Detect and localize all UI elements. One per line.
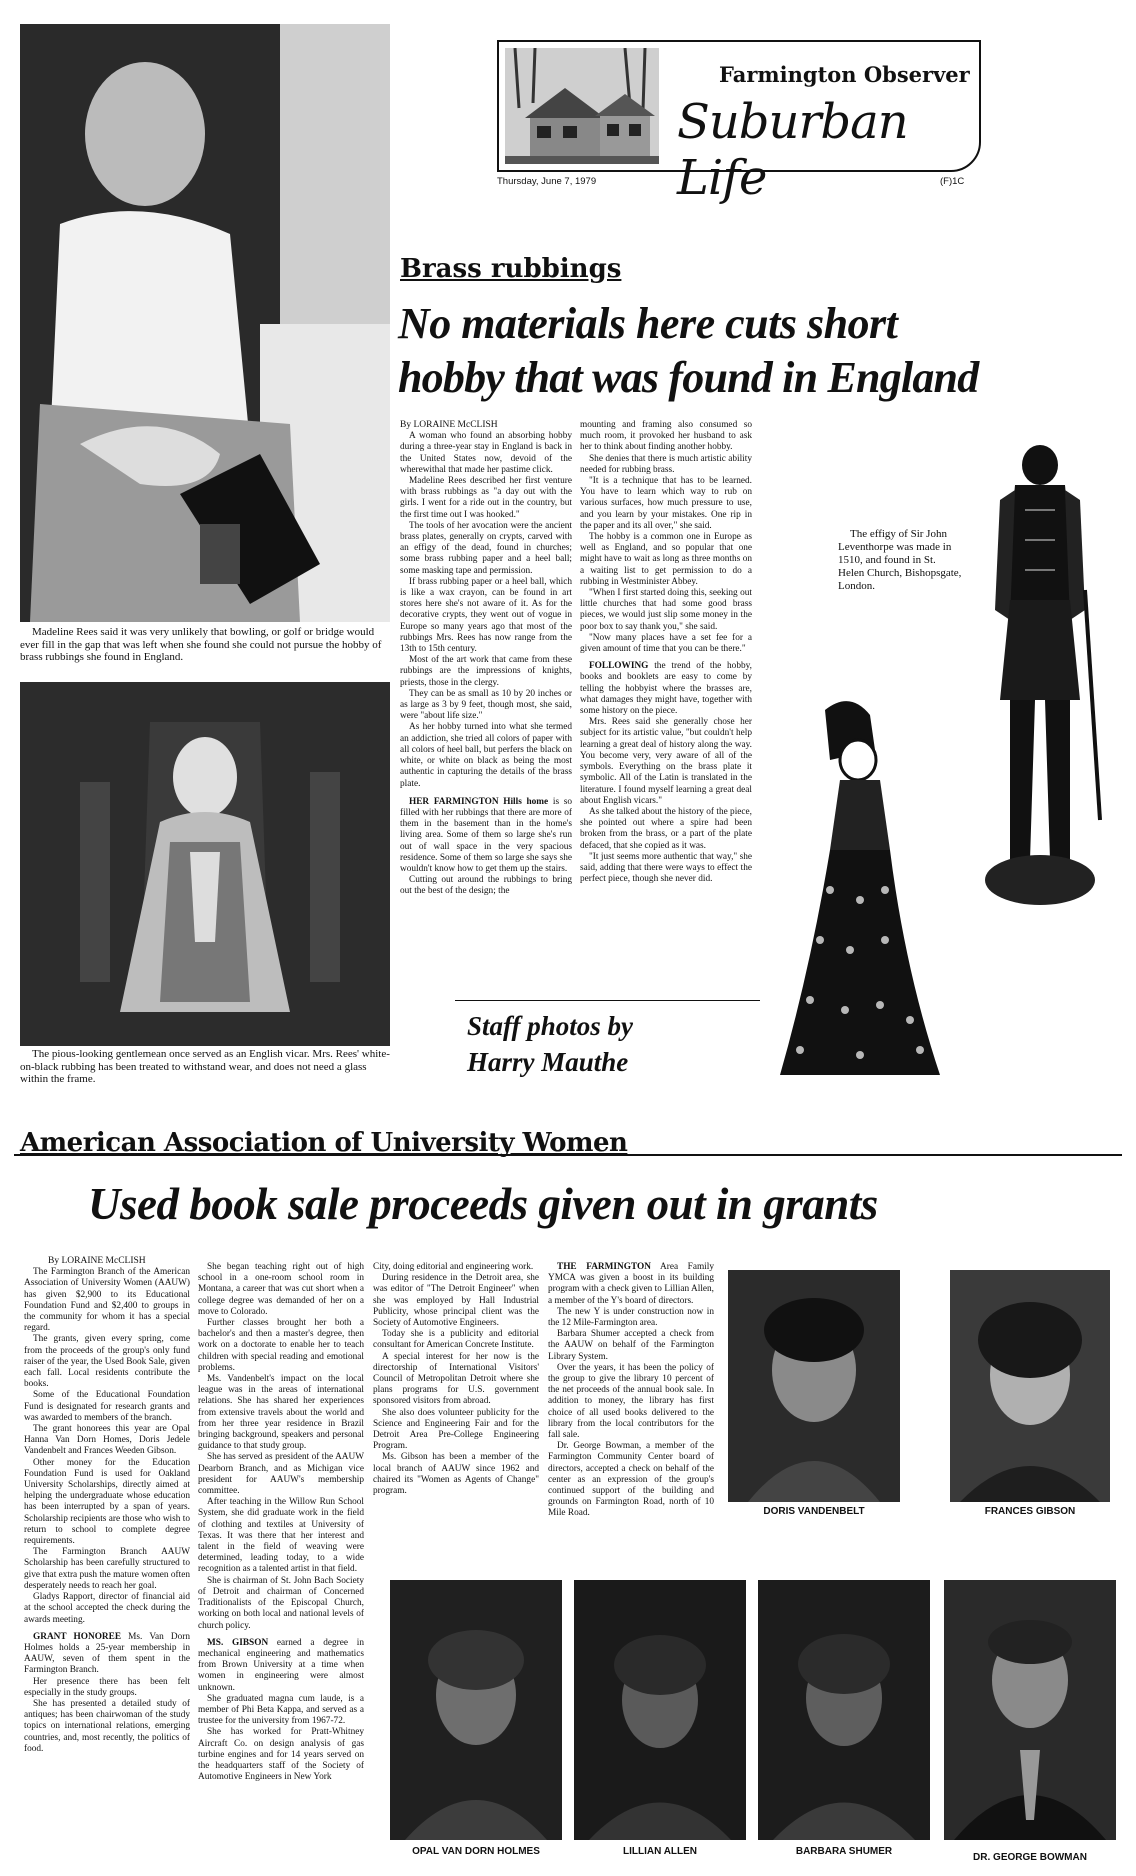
- story2-column-3: [373, 1262, 539, 1497]
- paragraph: "It is a technique that has to be learned. You have to learn which way to rub on various surfaces, how much pressure to use, and you learn by your mistakes. One rip in the paper and its all over," she said.: [580, 476, 752, 531]
- paragraph: She has presented a detailed study of antiques; has been chairwoman of the study topics on international relations, emerging countries, and, most recently, the politics of food.: [24, 1698, 190, 1754]
- story1-headline-line2: hobby that was found in England: [398, 353, 979, 402]
- paragraph-text: Ms. Van Dorn Holmes holds a 25-year membership in AAUW, seven of them spent in the Farmington Branch.: [24, 1631, 190, 1676]
- paragraph: A special interest for her now is the directorship of International Visitors' Council of Metropolitan Detroit where she plans programs for U.S. government sponsored visitors from abroad.: [373, 1351, 539, 1407]
- lead-in: HER FARMINGTON Hills home: [409, 796, 549, 807]
- paragraph-text: Area Family YMCA was given a boost in its building program with a check given to Lillian Allen, a member of the Y's board of directors.: [548, 1262, 714, 1306]
- paragraph: As she talked about the history of the piece, she pointed out where a spire had been broken from the brass, or a part of the plate defaced, that she copied as it was.: [580, 806, 752, 851]
- paragraph: "When I first started doing this, seeking out little churches that had some good brass pieces, we would just slip some money in the poor box to say thank you," she said.: [580, 588, 752, 632]
- masthead-page-number: (F)1C: [940, 176, 965, 187]
- masthead-date: Thursday, June 7, 1979: [497, 176, 597, 187]
- paragraph: She has served as president of the AAUW Dearborn Branch, and as Michigan vice president for AAUW's membership committee.: [198, 1452, 364, 1497]
- paragraph: She began teaching right out of high school in a one-room school room in Montana, a career that was cut short when a college degree was demanded of her on a move to Colorado.: [198, 1262, 364, 1317]
- paragraph: Madeline Rees described her first venture with brass rubbings as "a day out with the girls. I went for a ride out in the country, but the first time out I was hooked.": [400, 476, 572, 520]
- paragraph: They can be as small as 10 by 20 inches or as large as 3 by 9 feet, though most, she said, were "about life size.": [400, 688, 572, 722]
- paragraph: The grants, given every spring, come from the proceeds of the group's only fund raiser of the year, the Used Book Sale, given each fall. Local residents contribute the books.: [24, 1334, 190, 1390]
- paragraph: Ms. Gibson has been a member of the local branch of AAUW since 1962 and chaired its "Women as Agents of Change" program.: [373, 1452, 539, 1497]
- paragraph: [198, 1638, 364, 1694]
- lead-in: FOLLOWING: [589, 661, 649, 672]
- story2-column-1: [24, 1256, 190, 1755]
- paragraph: The Farmington Branch AAUW Scholarship has been carefully structured to give that extra push the mature women often desperately needs to reach her goal.: [24, 1547, 191, 1591]
- paragraph: Her presence there has been felt especially in the study groups.: [24, 1676, 190, 1698]
- paragraph: The new Y is under construction now in the 12 Mile-Farmington area.: [548, 1306, 714, 1329]
- paragraph: She has worked for Pratt-Whitney Aircraft Co. on design analysis of gas turbine engines and for 14 years served on the headquarters staff of the Society of Automotive Engineers in New York: [198, 1727, 364, 1783]
- story2-column-2: [198, 1262, 364, 1783]
- paragraph: She also does volunteer publicity for the Science and Engineering Fair and for the Detroit Area Pre-College Engineering Program.: [373, 1407, 539, 1452]
- credit-line-2: Harry Mauthe: [467, 1047, 629, 1077]
- paragraph: City, doing editorial and engineering work.: [373, 1262, 534, 1272]
- photo-vicar-rubbing: [20, 682, 390, 1046]
- credit-line-1: Staff photos by: [467, 1011, 634, 1041]
- paragraph: The Farmington Branch of the American Association of University Women (AAUW) has given $2,900 to its Educational Foundation Fund and $2,400 to groups in the community for whom it has a special regard.: [24, 1267, 190, 1334]
- paragraph: Some of the Educational Foundation Fund is designated for research grants and was awarded to members of the branch.: [24, 1390, 190, 1423]
- paragraph: She is chairman of St. John Bach Society of Detroit and chairman of Concerned Traditionalists of the Episcopal Church, working on both local and national levels of church policy.: [198, 1575, 364, 1631]
- paragraph: [400, 797, 572, 875]
- paragraph: As her hobby turned into what she termed an addiction, she tried all colors of paper with all colors of heel ball, but perfers the black on white, or white on black as being the most authentic in capturing the details of the brass plate.: [400, 722, 572, 789]
- portrait-lillian-allen: [574, 1580, 746, 1840]
- paragraph: mounting and framing also consumed so much room, it provoked her husband to ask her to think about finding another hobby.: [580, 420, 752, 453]
- paragraph: "It just seems more authentic that way," she said, adding that there were ways to effect the perfect piece, though she never did.: [580, 851, 752, 885]
- caption-frances-gibson: FRANCES GIBSON: [984, 1506, 1076, 1517]
- paragraph: Cutting out around the rubbings to bring out the best of the design; the: [400, 875, 572, 897]
- story2-headline: Used book sale proceeds given out in grants: [88, 1179, 878, 1229]
- story1-kicker: Brass rubbings: [400, 254, 622, 284]
- paragraph: During residence in the Detroit area, she was editor of "The Detroit Engineer" when she was employed by Hall Industrial Publicity, whose principal client was the Society of Automotive Engineers.: [373, 1273, 539, 1329]
- paragraph: The hobby is a common one in Europe as well as England, and so popular that one might have to wait as long as three months on a waiting list to get permission to do a rubbing in Westminister Abbey.: [580, 532, 752, 587]
- paragraph-text: earned a degree in mechanical engineering and mathematics from Brown University at a time when women in engineering were almost unknown.: [198, 1637, 364, 1693]
- paragraph: The tools of her avocation were the ancient brass plates, generally on crypts, carved with an effigy of the dead, found in churches; some brass rubbing paper and a heel ball; some masking tape and permission.: [400, 520, 572, 576]
- paragraph: Further classes brought her both a bachelor's and then a master's degree, then work on a doctorate to enable her to teach children with special reading and emotional problems.: [198, 1318, 364, 1373]
- paragraph: [548, 1262, 714, 1307]
- knight-effigy-image: [970, 440, 1110, 910]
- paragraph-text: is so filled with her rubbings that there are more of them in the basement than in the home's living area. Some of them so large she's run out of wall space in the very spacious residence. Some of them so large she says she wouldn't know how to get them up the stairs.: [400, 796, 572, 874]
- lead-in: GRANT HONOREE: [33, 1631, 122, 1642]
- story1-byline: By LORAINE McCLISH: [400, 420, 498, 430]
- photo2-caption: The pious-looking gentlemean once served as an English vicar. Mrs. Rees' white-on-black rubbing has been treated to withstand wear, and does not need a glass within the frame.: [20, 1048, 390, 1085]
- paragraph: Most of the art work that came from these rubbings are the impressions of knights, priests, those in the clergy.: [400, 655, 572, 688]
- caption-barbara-shumer: BARBARA SHUMER: [795, 1846, 893, 1857]
- lead-in: MS. GIBSON: [207, 1637, 269, 1648]
- lace-lady-image: [770, 690, 945, 1080]
- paragraph: Ms. Vandenbelt's impact on the local league was in the areas of international relations. She has shared her experiences from extensive travels about the world and from her three year residence in Brazil bringing background, speakers and personal guidance to that study group.: [198, 1374, 364, 1452]
- portrait-opal-van-dorn-holmes: [390, 1580, 562, 1840]
- photo1-caption: Madeline Rees said it was very unlikely that bowling, or golf or bridge would ever fill in the gap that was left when she found she could not pursue the hobby of brass rubbings she found in England.: [20, 626, 382, 663]
- portrait-frances-gibson: [950, 1270, 1110, 1502]
- paragraph-text: the trend of the hobby, books and booklets are easy to come by telling the hobbyist where the brasses are, what damages they might have, together with some history on the piece.: [580, 661, 752, 717]
- story2-kicker: American Association of University Women: [20, 1128, 628, 1158]
- paragraph: "Now many places have a set fee for a given amount of time that you can be there.": [580, 632, 752, 655]
- paragraph: She graduated magna cum laude, is a member of Phi Beta Kappa, and served as a trustee for the university from 1967-72.: [198, 1693, 364, 1727]
- paragraph: Barbara Shumer accepted a check from the AAUW on behalf of the Farmington Library System.: [548, 1329, 714, 1362]
- caption-doris-vandenbelt: DORIS VANDENBELT: [763, 1506, 865, 1517]
- paragraph: [24, 1632, 190, 1677]
- paragraph: Dr. George Bowman, a member of the Farmington Community Center board of directors, accepted a check on behalf of the center as an expression of the group's continued support of the building and grounds on Farmington Road, north of 10 Mile Road.: [548, 1441, 714, 1519]
- lead-in: THE FARMINGTON: [557, 1262, 651, 1272]
- section-name: Suburban Life: [677, 94, 908, 206]
- paper-name: Farmington Observer: [719, 62, 970, 87]
- paragraph: Over the years, it has been the policy of the group to give the library 10 percent of the net proceeds of the annual book sale. In addition to money, the library has first choice of all used books delivered to the library from the local contributors for the fall sale.: [548, 1362, 714, 1441]
- caption-lillian-allen: LILLIAN ALLEN: [622, 1846, 698, 1857]
- photo-credit-box: [455, 1000, 760, 1089]
- story2-byline: By LORAINE McCLISH: [48, 1256, 146, 1266]
- caption-george-bowman: DR. GEORGE BOWMAN: [973, 1852, 1087, 1863]
- portrait-george-bowman: [944, 1580, 1116, 1840]
- paragraph: She denies that there is much artistic ability needed for rubbing brass.: [580, 453, 752, 475]
- paragraph: A woman who found an absorbing hobby during a three-year stay in England is back in the United States now, devoid of the wherewithal that made her pastime click.: [400, 431, 572, 475]
- portrait-doris-vandenbelt: [728, 1270, 900, 1502]
- photo-madeline-rees: [20, 24, 390, 622]
- story1-column-1: [400, 420, 572, 898]
- paragraph: Mrs. Rees said she generally chose her subject for its artistic value, "but couldn't help learning a great deal of history along the way. You become very, very aware of all of the symbols. Everything on the brass plate it symbolic. All of the Latin is translated in the literature. I found myself learning a great deal about English vicars.": [580, 717, 752, 806]
- knight-caption: The effigy of Sir John Leventhorpe was made in 1510, and found in St. Helen Church, Bishopsgate, London.: [838, 528, 962, 592]
- paragraph: After teaching in the Willow Run School System, she did graduate work in the field of clothing and textiles at University of Texas. It was there that her interest and talent in the field of weaving were determined, leading today, to a wide recognition as a talented artist in that field.: [198, 1497, 364, 1575]
- paragraph: Today she is a publicity and editorial consultant for American Concrete Institute.: [373, 1329, 539, 1351]
- paragraph: Gladys Rapport, director of financial aid at the school accepted the check during the awards meeting.: [24, 1592, 190, 1625]
- paragraph: If brass rubbing paper or a heel ball, which is like a wax crayon, can be found in art stores here she's not aware of it. As for the decorative crypts, they went out of vogue in Europe so many years ago that most of the rubbings Mrs. Rees has now range from the 13th to 15th century.: [400, 576, 572, 655]
- portrait-barbara-shumer: [758, 1580, 930, 1840]
- story2-column-4: [548, 1262, 714, 1520]
- masthead-house-photo: [505, 48, 659, 164]
- paragraph: [580, 661, 752, 717]
- paragraph: The grant honorees this year are Opal Hanna Van Dorn Homes, Doris Jedele Vandenbelt and Frances Weeden Gibson.: [24, 1424, 190, 1457]
- paragraph: Other money for the Education Foundation Fund is used for Oakland University Scholarships, directly aimed at helping the undergraduate whose education has been interrupted by a span of years. Scholarship recipients are those who wish to return to school to complete degree requirements.: [24, 1457, 190, 1547]
- caption-opal-van-dorn-holmes: OPAL VAN DORN HOLMES: [412, 1846, 540, 1857]
- story1-column-2: [580, 420, 752, 885]
- story1-headline-line1: No materials here cuts short: [398, 299, 898, 348]
